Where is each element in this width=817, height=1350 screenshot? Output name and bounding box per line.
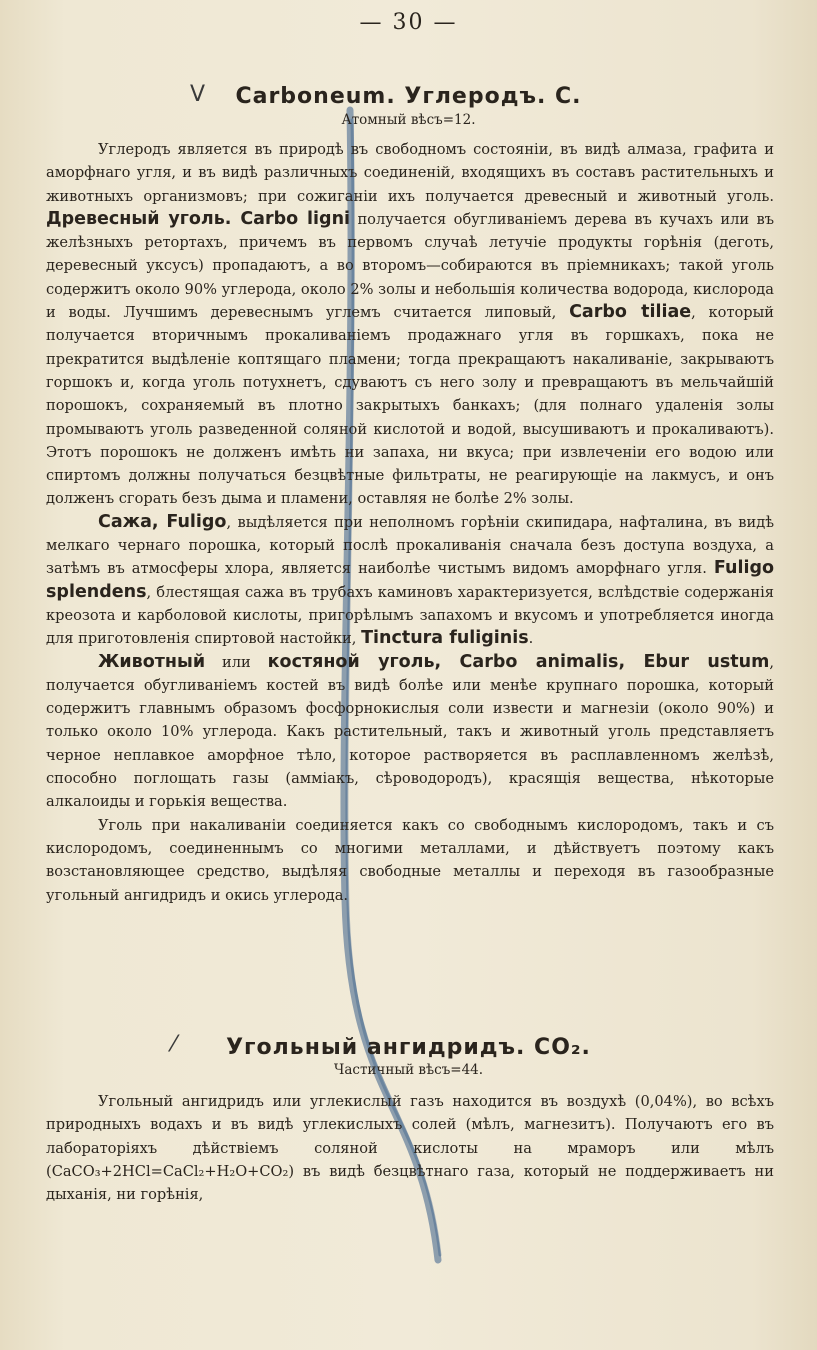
bold-term: Fuligo splendens <box>46 558 774 602</box>
text-run: Уголь при накаливанiи соединяется какъ со свободнымъ кислородомъ, такъ и съ кислородомъ, соединеннымъ со многими металлами, и дѣйствуетъ поэтому какъ возстановляющее средство, выдѣляя свободные металлы и переходя въ газообразные угольный ангидридъ и окись углерода. <box>46 816 774 904</box>
text-run: Угольный ангидридъ или углекислый газъ находится въ воздухѣ (0,04%), во всѣхъ природныхъ водахъ и въ видѣ углекислыхъ солей (мѣлъ, магнезитъ). Получаютъ его въ лабораторiяхъ дѣйствiемъ соляной кислоты на мраморъ или мѣлъ (CaCO₃+2HCl=CaCl₂+H₂O+CO₂) въ видѣ безцвѣтнаго газа, который не поддерживаетъ ни дыханiя, ни горѣнiя, <box>46 1093 774 1204</box>
text-run: . <box>528 630 534 648</box>
bold-term: Carbo tiliae <box>569 302 692 323</box>
bold-term: костяной уголь, Carbo animalis, Ebur ustum <box>267 651 770 672</box>
section-title-carboneum: Carboneum. Углеродъ. С. <box>235 84 582 109</box>
bold-term: Животный <box>98 651 206 672</box>
bold-term: Сажа, Fuligo <box>98 511 227 532</box>
text-run: , выдѣляется при неполномъ горѣнiи скипидара, нафталина, въ видѣ мелкаго чернаго порошка, который послѣ прокаливанiя сначала безъ доступа воздуха, а затѣмъ въ атмосферы хлора, является наиболѣе чистымъ видомъ аморфнаго угля. <box>46 513 774 578</box>
section-subtitle-atomic-weight: Атомный вѣсъ=12. <box>341 112 476 128</box>
paragraph-animal-charcoal <box>46 651 774 814</box>
paragraph-carbon-dioxide <box>46 1090 774 1206</box>
paragraph-reduction <box>46 814 774 907</box>
text-run: , получается обугливанiемъ костей въ видѣ болѣе или менѣе крупнаго порошка, который содержитъ главнымъ образомъ фосфорнокислыя соли извести и магнезiи (около 90%) и только около 10% углерода. Какъ растительный, такъ и животный уголь представляетъ черное неплавкое аморфное тѣло, которое растворяется въ расплавленномъ желѣзѣ, способно поглощать газы (аммiакъ, сѣроводородъ), красящiя вещества, нѣкоторые алкалоиды и горькiя вещества. <box>46 653 774 811</box>
section-body-carbon <box>46 138 774 907</box>
bold-term: Древесный уголь. Carbo ligni <box>46 208 351 229</box>
text-run: получается обугливанiемъ дерева въ кучахъ или въ желѣзныхъ ретортахъ, причемъ въ первомъ случаѣ летучiе продукты горѣнiя (деготь, деревесный уксусъ) пропадаютъ, а во второмъ—собираются въ прiемникахъ; такой уголь содержитъ около 90% углерода, около 2% золы и небольшiя количества водорода, кислорода и воды. Лучшимъ деревеснымъ углемъ считается липовый, <box>46 210 774 322</box>
text-run: , который получается вторичнымъ прокаливанiемъ продажнаго угля въ горшкахъ, пока не прекратится выдѣленiе коптящаго пламени; тогда прекращаютъ накаливанiе, закрываютъ горшокъ и, когда уголь потухнетъ, сдуваютъ съ него золу и превращаютъ въ мельчайшiй порошокъ, сохраняемый въ плотно закрытыхъ банкахъ; (для полнаго удаленiя золы промываютъ уголь разведенной соляной кислотой и водой, высушиваютъ и прокаливаютъ). Этотъ порошокъ не долженъ имѣть ни запаха, ни вкуса; при извлеченiи его водою или спиртомъ должны получаться безцвѣтные фильтраты, не реагирующiе на лакмусъ, и онъ долженъ сгорать безъ дыма и пламени, оставляя не болѣе 2% золы. <box>46 304 774 508</box>
section-subtitle-molecular-weight: Частичный вѣсъ=44. <box>333 1062 484 1078</box>
bold-term: Tinctura fuliginis <box>361 628 529 649</box>
margin-pen-mark: ⁄ <box>172 1032 176 1057</box>
page-number: — 30 — <box>359 10 458 35</box>
text-run: , блестящая сажа въ трубахъ каминовъ характеризуется, вслѣдствiе содержанiя креозота и карболовой кислоты, пригорѣлымъ запахомъ и вкусомъ и употребляется иногда для приготовленiя спиртовой настойки, <box>46 583 774 648</box>
margin-checkmark: V <box>190 82 206 107</box>
paragraph-soot <box>46 511 774 651</box>
section-body-carbon-dioxide <box>46 1090 774 1206</box>
section-title-carbon-dioxide: Угольный ангидридъ. СО₂. <box>226 1035 591 1060</box>
text-run: Углеродъ является въ природѣ въ свободномъ состоянiи, въ видѣ алмаза, графита и аморфнаго угля, и въ видѣ различныхъ соединенiй, входящихъ въ составъ растительныхъ и животныхъ организмовъ; при сожиганiи ихъ получается древесный и животный уголь. <box>46 141 774 205</box>
text-run: или <box>205 653 268 671</box>
paragraph-carbon <box>46 138 774 511</box>
